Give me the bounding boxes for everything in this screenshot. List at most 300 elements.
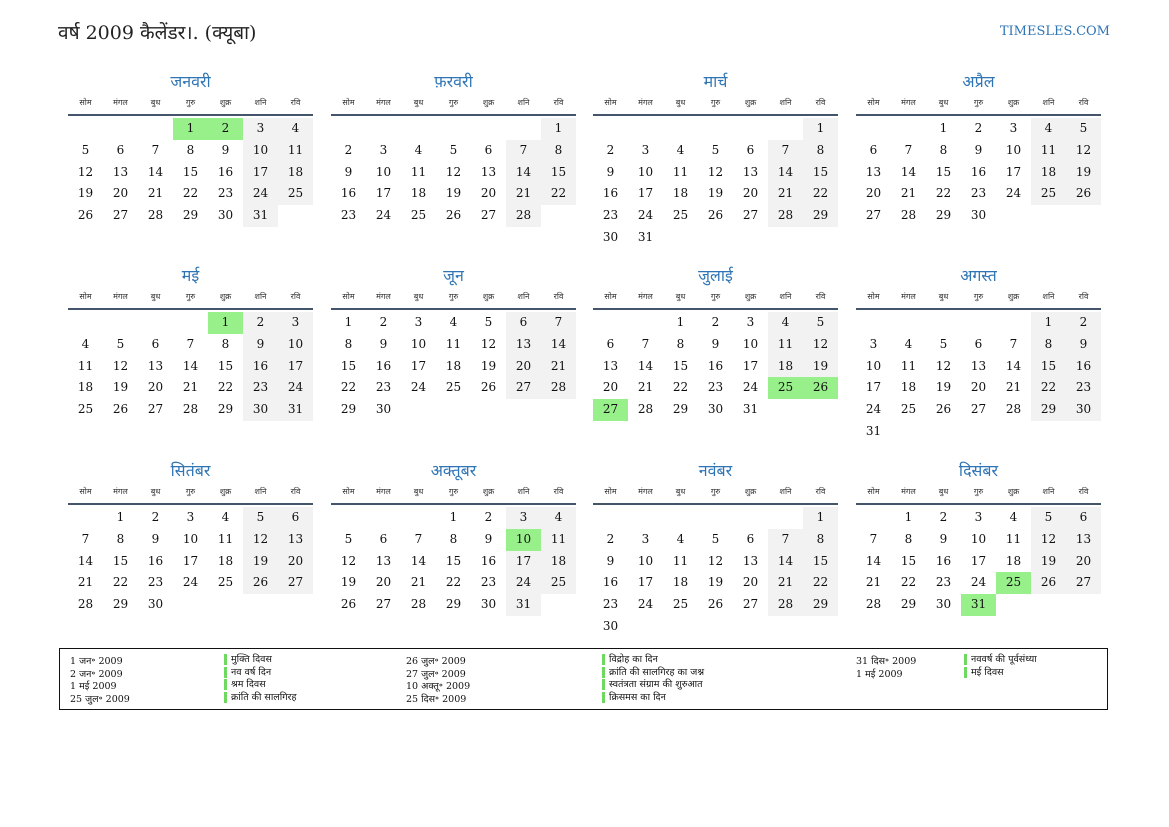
weekday-label: गुरु <box>185 292 196 301</box>
day-cell: 4 <box>1031 118 1066 140</box>
weekday-header <box>331 288 576 310</box>
day-cell: 16 <box>147 553 164 568</box>
day-grid <box>593 312 838 421</box>
day-cell: 15 <box>803 162 838 184</box>
day-cell: 7 <box>541 312 576 334</box>
day-cell: 1 <box>1031 312 1066 334</box>
weekday-header <box>593 94 838 116</box>
day-cell: 9 <box>711 336 720 351</box>
month-calendar <box>593 264 838 421</box>
weekday-label: मंगल <box>376 98 391 107</box>
day-cell: 11 <box>541 529 576 551</box>
legend-holiday-name: नववर्ष की पूर्वसंध्या <box>964 654 1037 665</box>
day-cell: 18 <box>77 380 94 395</box>
day-cell: 25 <box>410 208 427 223</box>
day-cell: 26 <box>707 208 724 223</box>
weekday-label: रवि <box>815 98 826 107</box>
day-cell: 5 <box>344 531 353 546</box>
day-cell: 21 <box>147 186 164 201</box>
empty-cell <box>628 507 663 529</box>
holiday-day-cell: 2 <box>208 118 243 140</box>
day-cell: 19 <box>1066 162 1101 184</box>
day-cell: 24 <box>182 575 199 590</box>
empty-cell <box>961 312 996 334</box>
day-cell: 30 <box>970 208 987 223</box>
empty-cell <box>401 507 436 529</box>
day-cell: 22 <box>803 572 838 594</box>
day-cell: 28 <box>410 597 427 612</box>
day-cell: 29 <box>803 594 838 616</box>
day-cell: 5 <box>484 315 493 329</box>
weekday-label: शनि <box>517 487 530 496</box>
legend-date: 1 मई 2009 <box>70 681 117 692</box>
holiday-day-cell: 31 <box>961 594 996 616</box>
legend-date: 31 दिस॰ 2009 <box>856 656 917 667</box>
empty-cell <box>926 312 961 334</box>
day-cell: 17 <box>375 186 392 201</box>
day-cell: 6 <box>506 312 541 334</box>
day-cell: 1 <box>676 315 685 329</box>
weekday-label: मंगल <box>376 292 391 301</box>
day-cell: 30 <box>375 402 392 417</box>
day-cell: 3 <box>641 531 650 546</box>
day-cell: 15 <box>1031 356 1066 378</box>
day-cell: 21 <box>865 575 882 590</box>
day-cell: 27 <box>865 208 882 223</box>
weekday-label: शुक्र <box>744 487 757 496</box>
day-cell: 6 <box>116 142 125 157</box>
empty-cell <box>856 312 891 334</box>
empty-cell <box>138 312 173 334</box>
day-cell: 16 <box>217 164 234 179</box>
day-cell: 17 <box>506 551 541 573</box>
day-cell: 16 <box>970 164 987 179</box>
day-cell: 16 <box>375 358 392 373</box>
weekday-label: गुरु <box>448 98 459 107</box>
day-cell: 11 <box>217 531 234 546</box>
day-cell: 20 <box>506 356 541 378</box>
holiday-day-cell: 10 <box>506 529 541 551</box>
legend-date: 27 जुल॰ 2009 <box>406 668 466 680</box>
empty-cell <box>506 118 541 140</box>
day-cell: 1 <box>939 121 948 135</box>
day-cell: 8 <box>803 529 838 551</box>
day-cell: 18 <box>768 356 803 378</box>
day-cell: 28 <box>77 597 94 612</box>
day-cell: 14 <box>410 553 427 568</box>
day-cell: 5 <box>1031 507 1066 529</box>
day-cell: 29 <box>672 402 689 417</box>
day-cell: 7 <box>81 531 90 546</box>
day-cell: 16 <box>480 553 497 568</box>
day-cell: 5 <box>116 336 125 351</box>
day-cell: 30 <box>480 597 497 612</box>
day-cell: 4 <box>221 510 230 524</box>
weekday-label: सोम <box>342 292 355 301</box>
weekday-label: सोम <box>79 98 92 107</box>
day-cell: 7 <box>414 531 423 546</box>
day-cell: 28 <box>506 205 541 227</box>
legend-holiday-name: क्रिसमस का दिन <box>602 692 666 703</box>
day-cell: 5 <box>81 142 90 157</box>
day-cell: 20 <box>602 380 619 395</box>
day-cell: 12 <box>112 358 129 373</box>
day-cell: 29 <box>900 597 917 612</box>
day-cell: 20 <box>1066 551 1101 573</box>
day-cell: 2 <box>344 142 353 157</box>
day-cell: 15 <box>541 162 576 184</box>
day-cell: 2 <box>243 312 278 334</box>
day-cell: 18 <box>445 358 462 373</box>
day-cell: 22 <box>112 575 129 590</box>
day-cell: 9 <box>606 164 615 179</box>
day-cell: 30 <box>1066 399 1101 421</box>
legend-holiday-name: मुक्ति दिवस <box>224 654 272 665</box>
day-cell: 10 <box>742 336 759 351</box>
day-cell: 14 <box>768 162 803 184</box>
day-cell: 4 <box>278 118 313 140</box>
day-cell: 27 <box>506 377 541 399</box>
weekday-label: मंगल <box>113 292 128 301</box>
legend-date: 25 जुल॰ 2009 <box>70 693 130 705</box>
day-cell: 27 <box>112 208 129 223</box>
weekday-label: मंगल <box>376 487 391 496</box>
day-cell: 19 <box>243 551 278 573</box>
month-calendar <box>331 70 576 227</box>
day-cell: 28 <box>768 205 803 227</box>
day-grid <box>856 118 1101 227</box>
day-cell: 13 <box>1066 529 1101 551</box>
day-cell: 23 <box>147 575 164 590</box>
day-cell: 13 <box>147 358 164 373</box>
weekday-label: गुरु <box>185 98 196 107</box>
day-cell: 28 <box>541 377 576 399</box>
day-cell: 18 <box>217 553 234 568</box>
day-cell: 15 <box>935 164 952 179</box>
day-cell: 20 <box>865 186 882 201</box>
weekday-header <box>856 288 1101 310</box>
day-cell: 12 <box>340 553 357 568</box>
day-cell: 10 <box>410 336 427 351</box>
legend-date: 2 जन॰ 2009 <box>70 668 123 680</box>
day-cell: 20 <box>375 575 392 590</box>
day-cell: 11 <box>672 553 689 568</box>
day-cell: 14 <box>182 358 199 373</box>
day-cell: 28 <box>182 402 199 417</box>
day-cell: 7 <box>506 140 541 162</box>
day-cell: 4 <box>904 336 913 351</box>
day-cell: 4 <box>676 531 685 546</box>
day-cell: 19 <box>340 575 357 590</box>
weekday-label: गुरु <box>710 487 721 496</box>
day-cell: 17 <box>243 162 278 184</box>
weekday-label: रवि <box>290 98 301 107</box>
day-cell: 24 <box>970 575 987 590</box>
weekday-label: सोम <box>604 487 617 496</box>
day-cell: 22 <box>182 186 199 201</box>
day-cell: 21 <box>182 380 199 395</box>
day-cell: 24 <box>243 183 278 205</box>
day-cell: 14 <box>900 164 917 179</box>
day-cell: 10 <box>182 531 199 546</box>
day-cell: 7 <box>869 531 878 546</box>
legend-holiday-name: श्रम दिवस <box>224 679 266 690</box>
weekday-header <box>856 483 1101 505</box>
day-cell: 13 <box>602 358 619 373</box>
day-cell: 11 <box>278 140 313 162</box>
day-cell: 15 <box>182 164 199 179</box>
day-cell: 31 <box>278 399 313 421</box>
weekday-label: सोम <box>867 487 880 496</box>
day-cell: 20 <box>742 186 759 201</box>
day-cell: 8 <box>449 531 458 546</box>
day-cell: 19 <box>803 356 838 378</box>
day-cell: 24 <box>506 572 541 594</box>
day-cell: 15 <box>672 358 689 373</box>
empty-cell <box>768 118 803 140</box>
day-grid <box>593 118 838 249</box>
day-cell: 18 <box>1031 162 1066 184</box>
weekday-label: बुध <box>150 98 161 107</box>
day-cell: 25 <box>278 183 313 205</box>
day-cell: 3 <box>506 507 541 529</box>
weekday-label: गुरु <box>973 98 984 107</box>
weekday-label: शुक्र <box>482 487 495 496</box>
day-cell: 1 <box>449 510 458 524</box>
day-cell: 16 <box>935 553 952 568</box>
weekday-label: रवि <box>553 292 564 301</box>
day-cell: 18 <box>541 551 576 573</box>
weekday-label: शुक्र <box>1007 98 1020 107</box>
holiday-day-cell: 1 <box>173 118 208 140</box>
day-cell: 16 <box>1066 356 1101 378</box>
weekday-label: बुध <box>675 98 686 107</box>
day-cell: 23 <box>340 208 357 223</box>
month-name: अप्रैल <box>962 72 995 91</box>
day-cell: 23 <box>243 377 278 399</box>
empty-cell <box>698 507 733 529</box>
empty-cell <box>628 118 663 140</box>
day-cell: 15 <box>445 553 462 568</box>
day-cell: 26 <box>77 208 94 223</box>
day-cell: 12 <box>77 164 94 179</box>
legend-date: 1 जन॰ 2009 <box>70 656 123 667</box>
day-cell: 6 <box>974 336 983 351</box>
weekday-label: शनि <box>779 292 792 301</box>
day-cell: 22 <box>672 380 689 395</box>
day-cell: 2 <box>974 121 983 135</box>
empty-cell <box>436 118 471 140</box>
day-cell: 16 <box>602 186 619 201</box>
day-cell: 31 <box>243 205 278 227</box>
day-cell: 28 <box>147 208 164 223</box>
day-cell: 18 <box>1005 553 1022 568</box>
day-cell: 16 <box>243 356 278 378</box>
empty-cell <box>103 312 138 334</box>
day-grid <box>856 312 1101 443</box>
day-cell: 8 <box>939 142 948 157</box>
day-cell: 7 <box>641 336 650 351</box>
day-cell: 12 <box>935 358 952 373</box>
day-cell: 13 <box>375 553 392 568</box>
day-cell: 8 <box>186 142 195 157</box>
day-cell: 9 <box>939 531 948 546</box>
day-cell: 23 <box>602 208 619 223</box>
day-grid <box>68 507 313 616</box>
empty-cell <box>698 118 733 140</box>
day-cell: 22 <box>803 183 838 205</box>
day-cell: 1 <box>116 510 125 524</box>
weekday-label: रवि <box>1078 98 1089 107</box>
day-cell: 2 <box>939 510 948 524</box>
day-cell: 27 <box>480 208 497 223</box>
day-cell: 25 <box>217 575 234 590</box>
day-cell: 26 <box>1066 183 1101 205</box>
day-cell: 11 <box>768 334 803 356</box>
day-cell: 31 <box>742 402 759 417</box>
empty-cell <box>68 507 103 529</box>
weekday-label: सोम <box>342 98 355 107</box>
day-cell: 25 <box>1031 183 1066 205</box>
day-cell: 13 <box>278 529 313 551</box>
day-cell: 7 <box>768 529 803 551</box>
day-cell: 2 <box>1066 312 1101 334</box>
day-cell: 15 <box>803 551 838 573</box>
day-cell: 26 <box>112 402 129 417</box>
day-cell: 29 <box>182 208 199 223</box>
day-cell: 31 <box>506 594 541 616</box>
day-cell: 11 <box>1031 140 1066 162</box>
month-calendar <box>856 70 1101 227</box>
day-cell: 4 <box>1009 510 1018 524</box>
day-cell: 8 <box>803 140 838 162</box>
day-cell: 10 <box>637 553 654 568</box>
day-cell: 22 <box>900 575 917 590</box>
weekday-header <box>593 288 838 310</box>
weekday-label: शनि <box>254 487 267 496</box>
day-cell: 27 <box>375 597 392 612</box>
day-cell: 24 <box>375 208 392 223</box>
weekday-label: शनि <box>517 98 530 107</box>
weekday-label: सोम <box>79 487 92 496</box>
day-cell: 5 <box>711 142 720 157</box>
day-cell: 14 <box>637 358 654 373</box>
day-cell: 23 <box>602 597 619 612</box>
day-cell: 13 <box>742 553 759 568</box>
weekday-label: शनि <box>1042 487 1055 496</box>
day-cell: 6 <box>869 142 878 157</box>
weekday-label: रवि <box>553 98 564 107</box>
weekday-header <box>68 483 313 505</box>
day-cell: 22 <box>445 575 462 590</box>
empty-cell <box>471 118 506 140</box>
legend-date: 1 मई 2009 <box>856 668 903 680</box>
day-cell: 19 <box>480 358 497 373</box>
day-cell: 7 <box>904 142 913 157</box>
day-cell: 13 <box>480 164 497 179</box>
day-cell: 10 <box>865 358 882 373</box>
day-grid <box>593 507 838 638</box>
day-cell: 25 <box>77 402 94 417</box>
weekday-label: शुक्र <box>744 98 757 107</box>
weekday-label: बुध <box>938 487 949 496</box>
month-name: अक्तूबर <box>430 461 477 480</box>
legend-date: 10 अक्तू॰ 2009 <box>406 681 471 692</box>
day-cell: 20 <box>278 551 313 573</box>
day-cell: 1 <box>904 510 913 524</box>
empty-cell <box>628 312 663 334</box>
weekday-header <box>331 94 576 116</box>
day-cell: 29 <box>112 597 129 612</box>
day-cell: 23 <box>707 380 724 395</box>
legend-date: 25 दिस॰ 2009 <box>406 693 467 705</box>
day-cell: 3 <box>1009 121 1018 135</box>
weekday-label: बुध <box>675 487 686 496</box>
weekday-label: बुध <box>938 292 949 301</box>
weekday-header <box>856 94 1101 116</box>
day-cell: 5 <box>449 142 458 157</box>
weekday-label: बुध <box>938 98 949 107</box>
weekday-label: रवि <box>290 487 301 496</box>
weekday-label: शुक्र <box>1007 487 1020 496</box>
legend-holiday-name: नव वर्ष दिन <box>224 667 271 678</box>
day-cell: 26 <box>1031 572 1066 594</box>
day-cell: 24 <box>742 380 759 395</box>
day-cell: 20 <box>742 575 759 590</box>
day-cell: 11 <box>410 164 427 179</box>
day-cell: 6 <box>746 142 755 157</box>
day-cell: 23 <box>217 186 234 201</box>
weekday-header <box>331 483 576 505</box>
day-cell: 21 <box>637 380 654 395</box>
weekday-label: शुक्र <box>482 98 495 107</box>
weekday-label: मंगल <box>638 292 653 301</box>
day-cell: 17 <box>410 358 427 373</box>
day-cell: 30 <box>602 229 619 244</box>
day-cell: 12 <box>445 164 462 179</box>
weekday-label: बुध <box>413 98 424 107</box>
empty-cell <box>891 118 926 140</box>
day-cell: 17 <box>742 358 759 373</box>
day-cell: 19 <box>707 575 724 590</box>
site-link[interactable]: TIMESLES.COM <box>999 24 1110 39</box>
day-cell: 19 <box>112 380 129 395</box>
weekday-label: सोम <box>79 292 92 301</box>
weekday-label: शनि <box>1042 98 1055 107</box>
weekday-label: गुरु <box>185 487 196 496</box>
empty-cell <box>856 507 891 529</box>
weekday-header <box>68 288 313 310</box>
day-cell: 30 <box>243 399 278 421</box>
day-cell: 17 <box>637 575 654 590</box>
empty-cell <box>733 507 768 529</box>
day-cell: 26 <box>480 380 497 395</box>
day-cell: 31 <box>865 423 882 438</box>
holiday-day-cell: 26 <box>803 377 838 399</box>
day-cell: 19 <box>1031 551 1066 573</box>
day-grid <box>331 507 576 616</box>
day-cell: 18 <box>278 162 313 184</box>
day-cell: 14 <box>147 164 164 179</box>
empty-cell <box>593 507 628 529</box>
day-cell: 12 <box>803 334 838 356</box>
day-cell: 2 <box>151 510 160 524</box>
day-cell: 23 <box>375 380 392 395</box>
day-cell: 17 <box>182 553 199 568</box>
weekday-label: शनि <box>254 292 267 301</box>
weekday-label: सोम <box>342 487 355 496</box>
month-name: मई <box>181 266 200 285</box>
